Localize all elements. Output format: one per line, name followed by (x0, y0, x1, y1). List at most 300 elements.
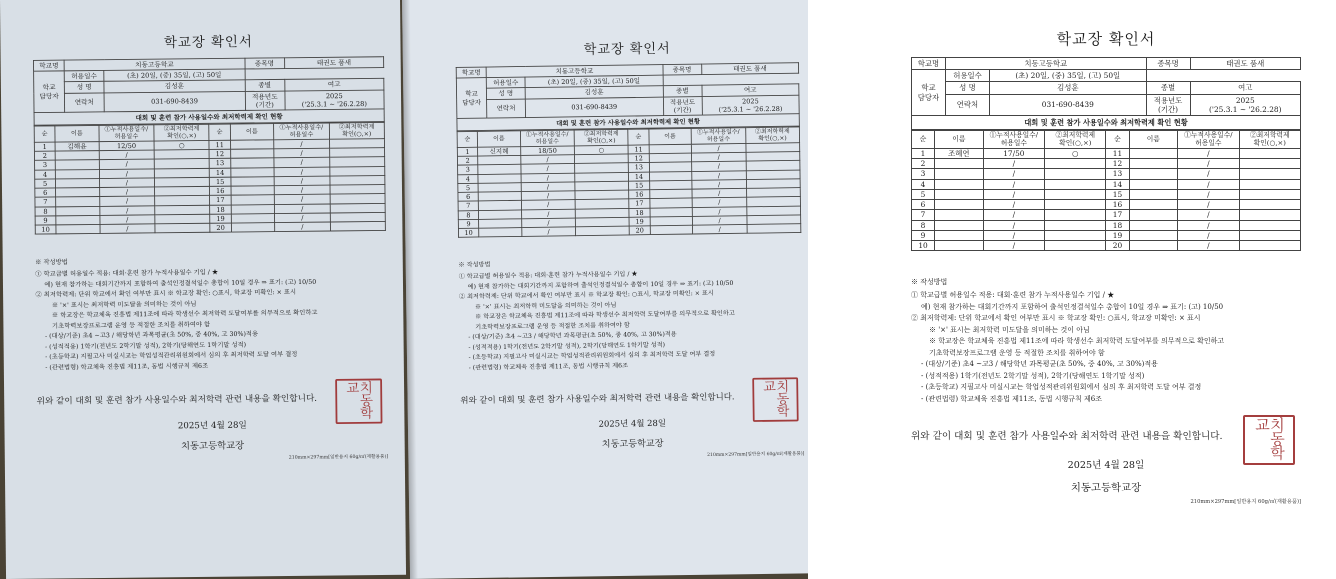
col-name-2: 이름 (1129, 131, 1178, 149)
table-row (912, 169, 1301, 179)
row-days: / (983, 189, 1044, 199)
row-check-2 (1239, 230, 1300, 240)
row-no: 1 (912, 148, 935, 158)
col-no: 순 (912, 131, 935, 149)
row-name-2 (650, 225, 693, 235)
contact-label: 학교 담당자 (912, 70, 946, 116)
row-days-2: / (692, 162, 746, 172)
row-no: 3 (912, 169, 935, 179)
row-check (1045, 241, 1106, 251)
year-value (1190, 94, 1300, 116)
row-no-2: 14 (210, 168, 231, 177)
row-no: 8 (458, 210, 478, 219)
row-no-2: 15 (210, 177, 231, 186)
row-name: 김해윤 (55, 142, 99, 152)
row-name (479, 228, 522, 238)
issue-date: 2025년 4월 28일 (598, 418, 667, 430)
row-name-2 (231, 223, 275, 233)
school-name: 치동고등학교 (486, 64, 663, 77)
col-check: ②최저학력제 확인(○,×) (574, 129, 628, 146)
row-days-2: / (692, 180, 746, 190)
row-no: 8 (912, 220, 935, 230)
row-no: 7 (912, 210, 935, 220)
sport-label: 종목명 (663, 64, 702, 75)
row-no-2: 15 (1106, 189, 1129, 199)
row-no: 10 (458, 228, 478, 237)
row-name-2 (231, 186, 275, 196)
row-days-2: / (1178, 210, 1239, 220)
official-seal: 치동학교 (1243, 415, 1295, 465)
row-days-2: / (274, 176, 329, 186)
col-no: 순 (34, 126, 55, 142)
phone-label: 연락처 (946, 94, 990, 116)
row-days: / (521, 218, 575, 228)
row-no: 10 (35, 225, 56, 234)
row-name-2 (1129, 220, 1178, 230)
row-days: 12/50 (99, 141, 154, 151)
person-name: 김성훈 (525, 86, 663, 99)
row-days-2: / (1178, 159, 1239, 169)
phone-label: 연락처 (64, 93, 104, 113)
person-name: 김성훈 (990, 82, 1147, 94)
row-no: 3 (458, 165, 478, 174)
notes (35, 255, 387, 374)
row-name-2 (230, 158, 274, 168)
row-name-2 (231, 204, 275, 214)
row-days-2: / (1178, 230, 1239, 240)
row-days-2: / (692, 189, 746, 199)
notes (911, 277, 1301, 405)
row-no-2: 18 (1106, 220, 1129, 230)
row-no-2: 19 (210, 214, 231, 223)
info-table (911, 57, 1301, 116)
year-text: 2025 (1235, 95, 1255, 105)
col-days: ①누적사용일수/ 허용일수 (983, 131, 1044, 149)
row-name: 신지혜 (478, 147, 521, 157)
note-2c: 기초학력보장프로그램 운영 등 적절한 조치를 취하여야 함 (51, 320, 211, 330)
row-name (935, 241, 984, 251)
row-no: 2 (34, 151, 55, 160)
row-name (55, 178, 99, 188)
allowed-value: (초) 20일, (중) 35일, (고) 50일 (990, 70, 1147, 82)
row-no: 9 (35, 216, 56, 225)
official-seal: 치동학교 (335, 379, 382, 424)
table-row (912, 210, 1301, 220)
document-sheet-3 (808, 0, 1336, 579)
allowed-label: 허용일수 (486, 77, 525, 88)
year-value (702, 95, 799, 115)
row-days: / (100, 224, 155, 234)
row-days-2: / (1178, 179, 1239, 189)
student-table (911, 130, 1301, 251)
row-check-2 (1239, 148, 1300, 158)
row-check-2 (1239, 220, 1300, 230)
row-no-2: 12 (629, 154, 649, 163)
row-no-2: 16 (210, 186, 231, 195)
row-no-2: 13 (210, 159, 231, 168)
row-no-2: 20 (1106, 241, 1129, 251)
row-no-2: 11 (1106, 148, 1129, 158)
note-1: ① 학교급별 허용일수 적용: 대회·훈련 참가 누적사용일수 기입 / ★ (911, 291, 1115, 300)
confirmation-document (911, 30, 1301, 505)
note-4: - (성적적용) 1학기(전년도 2학기말 성적), 2학기(당해연도 1학기말 성적) (468, 341, 666, 351)
row-name-2 (1129, 200, 1178, 210)
row-days: / (99, 178, 154, 188)
row-no-2: 13 (1106, 169, 1129, 179)
student-table (34, 122, 386, 235)
col-check-2: ②최저학력제 확인(○,×) (1239, 131, 1300, 149)
row-days-2: / (692, 207, 746, 217)
table-row (912, 189, 1301, 199)
col-name: 이름 (55, 125, 99, 142)
note-2b: ※ 학교장은 학교체육 진흥법 제11조에 따라 학생선수 최저학력 도달여부를 의무적으로 확인하고 (929, 337, 1225, 346)
note-3: - (대상/기준) 초4 ~고3 / 해당학년 과목평균(초 50%, 중 40%, 고 30%)적용 (44, 330, 259, 341)
col-days-2: ①누적사용일수/ 허용일수 (274, 123, 329, 140)
section-title: 대회 및 훈련 참가 사용일수와 최저학력제 확인 현황 (34, 109, 385, 125)
note-2a: ※ '×' 표시는 최저학력 미도달을 의미하는 것이 아님 (51, 300, 197, 309)
confirm-text: 위와 같이 대회 및 훈련 참가 사용일수와 최저학력 관련 내용을 확인합니다. (911, 431, 1223, 443)
row-no: 1 (34, 142, 55, 151)
paper-spec: 210mm×297mm[일반용지 60g/㎡(재활용품)] (707, 450, 805, 458)
allowed-label: 허용일수 (64, 70, 104, 81)
notes (458, 256, 803, 373)
row-name-2 (1129, 241, 1178, 251)
principal-name: 치동고등학교장 (180, 440, 245, 452)
note-3: - (대상/기준) 초4 ~고3 / 해당학년 과목평균(초 50%, 중 40%, 고 30%)적용 (468, 330, 677, 341)
type-value: 여고 (1190, 82, 1300, 94)
row-name-2 (1129, 189, 1178, 199)
row-days: / (99, 150, 154, 160)
year-label: 적용년도 (기간) (1146, 94, 1190, 116)
type-label: 종별 (1146, 82, 1190, 94)
phone-label: 연락처 (487, 99, 526, 118)
col-name-2: 이름 (648, 128, 691, 144)
row-check-2 (1239, 179, 1300, 189)
type-label: 종별 (663, 85, 702, 96)
notes-header: ※ 작성방법 (911, 278, 948, 287)
row-name-2 (230, 149, 274, 159)
sport-label: 종목명 (245, 58, 285, 69)
row-days: / (521, 182, 575, 192)
row-days: / (521, 209, 575, 219)
row-name-2 (230, 177, 274, 187)
row-no-2: 14 (629, 172, 649, 181)
official-seal: 치동학교 (752, 378, 798, 423)
row-days-2: / (1178, 241, 1239, 251)
row-days: / (99, 196, 154, 206)
contact-label: 학교 담당자 (456, 78, 486, 119)
row-name-2 (1129, 210, 1178, 220)
note-5: - (초등학교) 지필고사 미실시교는 학업성적관리위원회에서 심의 후 최저학력 도달 여부 결정 (468, 350, 716, 362)
row-check (1045, 210, 1106, 220)
allowed-value: (초) 20일, (중) 35일, (고) 50일 (104, 69, 245, 81)
row-check (1045, 200, 1106, 210)
col-no: 순 (457, 131, 477, 147)
period-text: ('25.3.1 ~ '26.2.28) (301, 99, 367, 109)
col-check-2: ②최저학력제 확인(○,×) (329, 122, 384, 139)
row-days: / (983, 220, 1044, 230)
row-name (935, 230, 984, 240)
row-name-2 (230, 140, 274, 150)
note-2b: ※ 학교장은 학교체육 진흥법 제11조에 따라 학생선수 최저학력 도달여부를 의무적으로 확인하고 (51, 309, 318, 320)
document-title: 학교장 확인서 (163, 33, 253, 51)
note-2b: ※ 학교장은 학교체육 진흥법 제11조에 따라 학생선수 최저학력 도달여부를 의무적으로 확인하고 (475, 309, 735, 321)
row-check (1045, 159, 1106, 169)
row-days-2: / (1178, 148, 1239, 158)
row-no-2: 20 (210, 223, 231, 232)
row-check (1045, 189, 1106, 199)
table-row (912, 148, 1301, 158)
contact-label: 학교 담당자 (34, 71, 65, 113)
col-days: ①누적사용일수/ 허용일수 (520, 130, 574, 147)
school-label: 학교명 (912, 57, 946, 69)
phone-value: 031-690-8439 (525, 97, 663, 118)
row-days-2: / (692, 216, 746, 226)
document-sheet-1 (0, 0, 406, 579)
row-name-2 (230, 167, 274, 177)
row-days-2: / (274, 185, 329, 195)
row-no-2: 17 (629, 199, 649, 208)
year-label: 적용년도 (기간) (663, 96, 702, 115)
school-label: 학교명 (456, 67, 486, 78)
col-name: 이름 (477, 131, 520, 147)
row-no-2: 18 (629, 208, 649, 217)
note-2c: 기초학력보장프로그램 운영 등 적절한 조치를 취하여야 함 (929, 348, 1105, 357)
row-check-2 (747, 224, 801, 234)
table-row (912, 230, 1301, 240)
note-6: - (관련법령) 학교체육 진흥법 제11조, 동법 시행규칙 제6조 (45, 362, 209, 372)
note-6: - (관련법령) 학교체육 진흥법 제11조, 동법 시행규칙 제6조 (921, 394, 1102, 403)
name-label: 성 명 (946, 82, 990, 94)
type-value: 여고 (702, 84, 799, 96)
note-2: ② 최저학력제: 단위 학교에서 확인 여부만 표시 ※ 학교장 확인: ○표시, 학교장 미확인: × 표시 (458, 289, 714, 301)
row-name (56, 215, 100, 225)
row-check: ○ (574, 145, 628, 155)
row-name-2 (1129, 159, 1178, 169)
row-days: / (983, 230, 1044, 240)
col-days-2: ①누적사용일수/ 허용일수 (691, 128, 745, 145)
year-label: 적용년도 (기간) (245, 91, 285, 111)
note-5: - (초등학교) 지필고사 미실시교는 학업성적관리위원회에서 심의 후 최저학력 도달 여부 결정 (45, 350, 298, 361)
confirm-text: 위와 같이 대회 및 훈련 참가 사용일수와 최저학력 관련 내용을 확인합니다. (460, 392, 735, 407)
row-name-2 (231, 214, 275, 224)
note-1b: 예) 현재 참가하는 대회기간까지 포함하여 출석인정결석일수 총합이 10일 경우 ⇒ 표기: (고) 10/50 (44, 278, 317, 289)
row-days: / (521, 200, 575, 210)
col-no-2: 순 (628, 129, 648, 145)
row-days: / (983, 241, 1044, 251)
row-days-2: / (275, 204, 330, 214)
row-check-2 (1239, 159, 1300, 169)
type-label: 종별 (245, 80, 285, 91)
row-days: / (983, 210, 1044, 220)
row-days: 17/50 (983, 148, 1044, 158)
col-name: 이름 (935, 131, 984, 149)
row-no: 5 (458, 183, 478, 192)
row-no: 4 (35, 170, 56, 179)
note-3: - (대상/기준) 초4 ~고3 / 해당학년 과목평균(초 50%, 중 40%, 고 30%)적용 (921, 360, 1158, 369)
year-text: 2025 (325, 91, 343, 100)
notes-header: ※ 작성방법 (35, 258, 68, 267)
school-name: 치동고등학교 (946, 57, 1147, 69)
row-days: / (99, 159, 154, 169)
row-name (56, 188, 100, 198)
row-days: / (521, 164, 575, 174)
row-days-2: / (274, 158, 329, 168)
row-days: / (520, 155, 574, 165)
note-1b: 예) 현재 참가하는 대회기간까지 포함하여 출석인정결석일수 총합이 10일 경우 ⇒ 표기: (고) 10/50 (467, 279, 734, 291)
row-no-2: 18 (210, 205, 231, 214)
row-name-2 (1129, 148, 1178, 158)
row-no: 9 (458, 219, 478, 228)
row-no: 7 (458, 201, 478, 210)
year-value (285, 90, 385, 110)
col-check: ②최저학력제 확인(○,×) (154, 124, 209, 141)
row-no: 4 (912, 179, 935, 189)
row-check-2 (1239, 241, 1300, 251)
row-no-2: 13 (629, 163, 649, 172)
row-no: 7 (35, 197, 56, 206)
note-2a: ※ '×' 표시는 최저학력 미도달을 의미하는 것이 아님 (929, 325, 1090, 334)
sport-value: 태권도 품새 (701, 62, 798, 74)
col-days-2: ①누적사용일수/ 허용일수 (1178, 131, 1239, 149)
row-days: / (983, 159, 1044, 169)
note-5: - (초등학교) 지필고사 미실시교는 학업성적관리위원회에서 심의 후 최저학력 도달 여부 결정 (921, 383, 1202, 392)
row-no: 9 (912, 230, 935, 240)
row-no: 1 (457, 147, 477, 156)
principal-name: 치동고등학교장 (1070, 481, 1142, 494)
allowed-label: 허용일수 (946, 70, 990, 82)
table-row (912, 220, 1301, 230)
row-days-2: / (1178, 189, 1239, 199)
phone-value: 031-690-8439 (990, 94, 1147, 116)
sport-label: 종목명 (1146, 57, 1190, 69)
note-2a: ※ '×' 표시는 최저학력 미도달을 의미하는 것이 아님 (474, 301, 617, 311)
phone-value: 031-690-8439 (104, 91, 245, 112)
row-days-2: / (275, 213, 330, 223)
issue-date: 2025년 4월 28일 (177, 420, 247, 431)
sport-value: 태권도 품새 (284, 57, 384, 69)
col-no-2: 순 (209, 124, 230, 140)
note-4: - (성적적용) 1학기(전년도 2학기말 성적), 2학기(당해연도 1학기말 성적) (921, 371, 1145, 380)
notes-header: ※ 작성방법 (458, 261, 491, 269)
row-days-2: / (274, 167, 329, 177)
name-label: 성 명 (64, 81, 104, 92)
row-no-2: 19 (1106, 230, 1129, 240)
col-name-2: 이름 (230, 124, 274, 141)
row-no-2: 12 (209, 149, 230, 158)
row-check (576, 226, 630, 236)
note-1b: 예) 현재 참가하는 대회기간까지 포함하여 출석인정결석일수 총합이 10일 경우 ⇒ 표기: (고) 10/50 (921, 302, 1224, 311)
note-1: ① 학교급별 허용일수 적용: 대회·훈련 참가 누적사용일수 기입 / ★ (458, 270, 638, 280)
issue-date: 2025년 4월 28일 (1067, 459, 1145, 471)
school-name: 치동고등학교 (64, 58, 245, 71)
row-days: / (983, 200, 1044, 210)
row-days-2: / (274, 139, 329, 149)
row-name (56, 225, 100, 235)
document-title: 학교장 확인서 (1056, 30, 1156, 48)
col-days: ①누적사용일수/ 허용일수 (99, 125, 154, 142)
row-days-2: / (693, 225, 747, 235)
row-name (55, 169, 99, 179)
row-days: / (100, 215, 155, 225)
row-check: ○ (154, 140, 209, 150)
note-4: - (성적적용) 1학기(전년도 2학기말 성적), 2학기(당해연도 1학기말 성적) (44, 341, 247, 351)
row-days-2: / (692, 198, 746, 208)
row-no-2: 12 (1106, 159, 1129, 169)
row-days-2: / (1178, 220, 1239, 230)
row-check (155, 223, 210, 233)
row-days: / (100, 206, 155, 216)
row-name (55, 151, 99, 161)
row-name (56, 197, 100, 207)
row-no-2: 17 (1106, 210, 1129, 220)
row-no: 5 (35, 179, 56, 188)
row-days-2: / (274, 148, 329, 158)
confirmation-document (33, 32, 388, 463)
row-check-2 (1239, 169, 1300, 179)
row-name: 조혜연 (935, 148, 984, 158)
row-name (935, 179, 984, 189)
table-row (912, 179, 1301, 189)
row-name-2 (1129, 169, 1178, 179)
row-no: 6 (912, 200, 935, 210)
note-2c: 기초학력보장프로그램 운영 등 적절한 조치를 취하여야 함 (475, 321, 630, 331)
note-2: ② 최저학력제: 단위 학교에서 확인 여부만 표시 ※ 학교장 확인: ○표시, 학교장 미확인: × 표시 (35, 288, 297, 299)
sport-value: 태권도 품새 (1190, 57, 1300, 69)
row-no-2: 11 (628, 145, 648, 154)
row-check-2 (1239, 200, 1300, 210)
row-days: / (99, 169, 154, 179)
row-days-2: / (1178, 200, 1239, 210)
row-check (1045, 230, 1106, 240)
table-row (912, 241, 1301, 251)
confirm-text: 위와 같이 대회 및 훈련 참가 사용일수와 최저학력 관련 내용을 확인합니다. (36, 394, 318, 407)
row-check (1045, 169, 1106, 179)
row-name-2 (231, 195, 275, 205)
row-no: 6 (35, 188, 56, 197)
section-title: 대회 및 훈련 참가 사용일수와 최저학력제 확인 현황 (911, 116, 1301, 130)
row-name-2 (1129, 179, 1178, 189)
row-days-2: / (1178, 169, 1239, 179)
row-no-2: 16 (1106, 200, 1129, 210)
table-row (912, 200, 1301, 210)
row-name (56, 206, 100, 216)
row-name (935, 169, 984, 179)
note-1: ① 학교급별 허용일수 적용: 대회·훈련 참가 누적사용일수 기입 / ★ (35, 268, 219, 278)
row-days-2: / (692, 152, 746, 162)
row-no-2: 19 (629, 217, 649, 226)
row-name (935, 200, 984, 210)
row-name (935, 220, 984, 230)
row-days: / (983, 169, 1044, 179)
row-days: / (521, 191, 575, 201)
row-name-2 (1129, 230, 1178, 240)
row-check-2 (1239, 189, 1300, 199)
row-check-2 (1239, 210, 1300, 220)
row-days: 18/50 (520, 146, 574, 156)
confirmation-document (455, 38, 804, 461)
document-sheet-2 (402, 0, 808, 579)
note-6: - (관련법령) 학교체육 진흥법 제11조, 동법 시행규칙 제6조 (468, 362, 629, 372)
row-check (1045, 220, 1106, 230)
row-name (935, 189, 984, 199)
row-no: 3 (35, 161, 56, 170)
row-no-2: 16 (629, 190, 649, 199)
document-title: 학교장 확인서 (583, 40, 671, 58)
row-no: 2 (457, 156, 477, 165)
row-no-2: 20 (630, 226, 650, 235)
row-days: / (983, 179, 1044, 189)
